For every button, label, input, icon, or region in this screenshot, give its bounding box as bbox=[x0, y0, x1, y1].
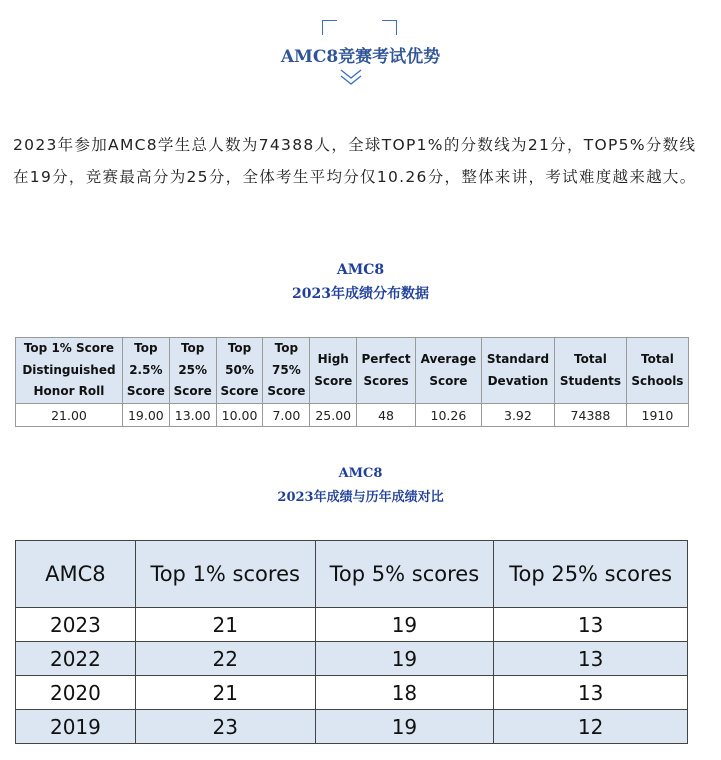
header-standard-devation: Standard Devation bbox=[481, 338, 554, 404]
year-cell: 2022 bbox=[16, 642, 136, 676]
table-row bbox=[16, 710, 688, 744]
title-corner-left-decoration bbox=[322, 20, 337, 35]
table-cell: 1910 bbox=[626, 404, 688, 427]
section1-title-line1: AMC8 bbox=[336, 262, 385, 278]
table-header-row bbox=[16, 541, 688, 608]
table-cell: 21 bbox=[135, 608, 315, 642]
section2-title-line1: AMC8 bbox=[338, 466, 383, 481]
page-title: AMC8竞赛考试优势 bbox=[280, 47, 441, 67]
header-top5-scores: Top 5% scores bbox=[315, 541, 494, 608]
table-cell: 19.00 bbox=[122, 404, 169, 427]
table-cell: 12 bbox=[494, 710, 688, 744]
historical-comparison-table bbox=[15, 540, 688, 744]
header-average-score: Average Score bbox=[415, 338, 481, 404]
section2-title-line2: 2023年成绩与历年成绩对比 bbox=[277, 490, 444, 505]
header-top25-scores: Top 25% scores bbox=[494, 541, 688, 608]
year-cell: 2019 bbox=[16, 710, 136, 744]
table-row bbox=[16, 608, 688, 642]
header-total-students: Total Students bbox=[554, 338, 626, 404]
section1-title-line2: 2023年成绩分布数据 bbox=[292, 286, 429, 302]
header-top50: Top 50% Score bbox=[216, 338, 263, 404]
table-cell: 19 bbox=[315, 710, 494, 744]
table-cell: 19 bbox=[315, 642, 494, 676]
year-cell: 2023 bbox=[16, 608, 136, 642]
table-cell: 13 bbox=[494, 642, 688, 676]
table-cell: 13.00 bbox=[169, 404, 216, 427]
table-cell: 10.00 bbox=[216, 404, 263, 427]
table-cell: 21 bbox=[135, 676, 315, 710]
section1-heading bbox=[0, 258, 721, 306]
table-cell: 23 bbox=[135, 710, 315, 744]
table-row bbox=[16, 404, 689, 427]
table-cell: 48 bbox=[357, 404, 416, 427]
header-high-score: High Score bbox=[310, 338, 357, 404]
header-total-schools: Total Schools bbox=[626, 338, 688, 404]
table-cell: 13 bbox=[494, 676, 688, 710]
table-cell: 10.26 bbox=[415, 404, 481, 427]
table-cell: 13 bbox=[494, 608, 688, 642]
title-corner-right-decoration bbox=[382, 20, 397, 35]
year-cell: 2020 bbox=[16, 676, 136, 710]
intro-paragraph: 2023年参加AMC8学生总人数为74388人，全球TOP1%的分数线为21分，TOP5%分数线在19分，竞赛最高分为25分，全体考生平均分仅10.26分，整体来讲，考试难度越来越大。 bbox=[13, 136, 697, 186]
table-cell: 25.00 bbox=[310, 404, 357, 427]
header-top1-scores: Top 1% scores bbox=[135, 541, 315, 608]
table-cell: 7.00 bbox=[263, 404, 310, 427]
table-row bbox=[16, 642, 688, 676]
table-row bbox=[16, 676, 688, 710]
table-header-row bbox=[16, 338, 689, 404]
section2-heading bbox=[0, 462, 721, 510]
table-cell: 21.00 bbox=[16, 404, 123, 427]
table-cell: 19 bbox=[315, 608, 494, 642]
table-cell: 3.92 bbox=[481, 404, 554, 427]
header-top1: Top 1% Score Distinguished Honor Roll bbox=[16, 338, 123, 404]
table-cell: 22 bbox=[135, 642, 315, 676]
header-top25: Top 25% Score bbox=[169, 338, 216, 404]
score-distribution-table bbox=[15, 337, 689, 427]
table-cell: 18 bbox=[315, 676, 494, 710]
chevron-down-icon bbox=[339, 68, 363, 86]
header-top2-5: Top 2.5% Score bbox=[122, 338, 169, 404]
header-amc8: AMC8 bbox=[16, 541, 136, 608]
header-perfect-scores: Perfect Scores bbox=[357, 338, 416, 404]
header-top75: Top 75% Score bbox=[263, 338, 310, 404]
table-cell: 74388 bbox=[554, 404, 626, 427]
